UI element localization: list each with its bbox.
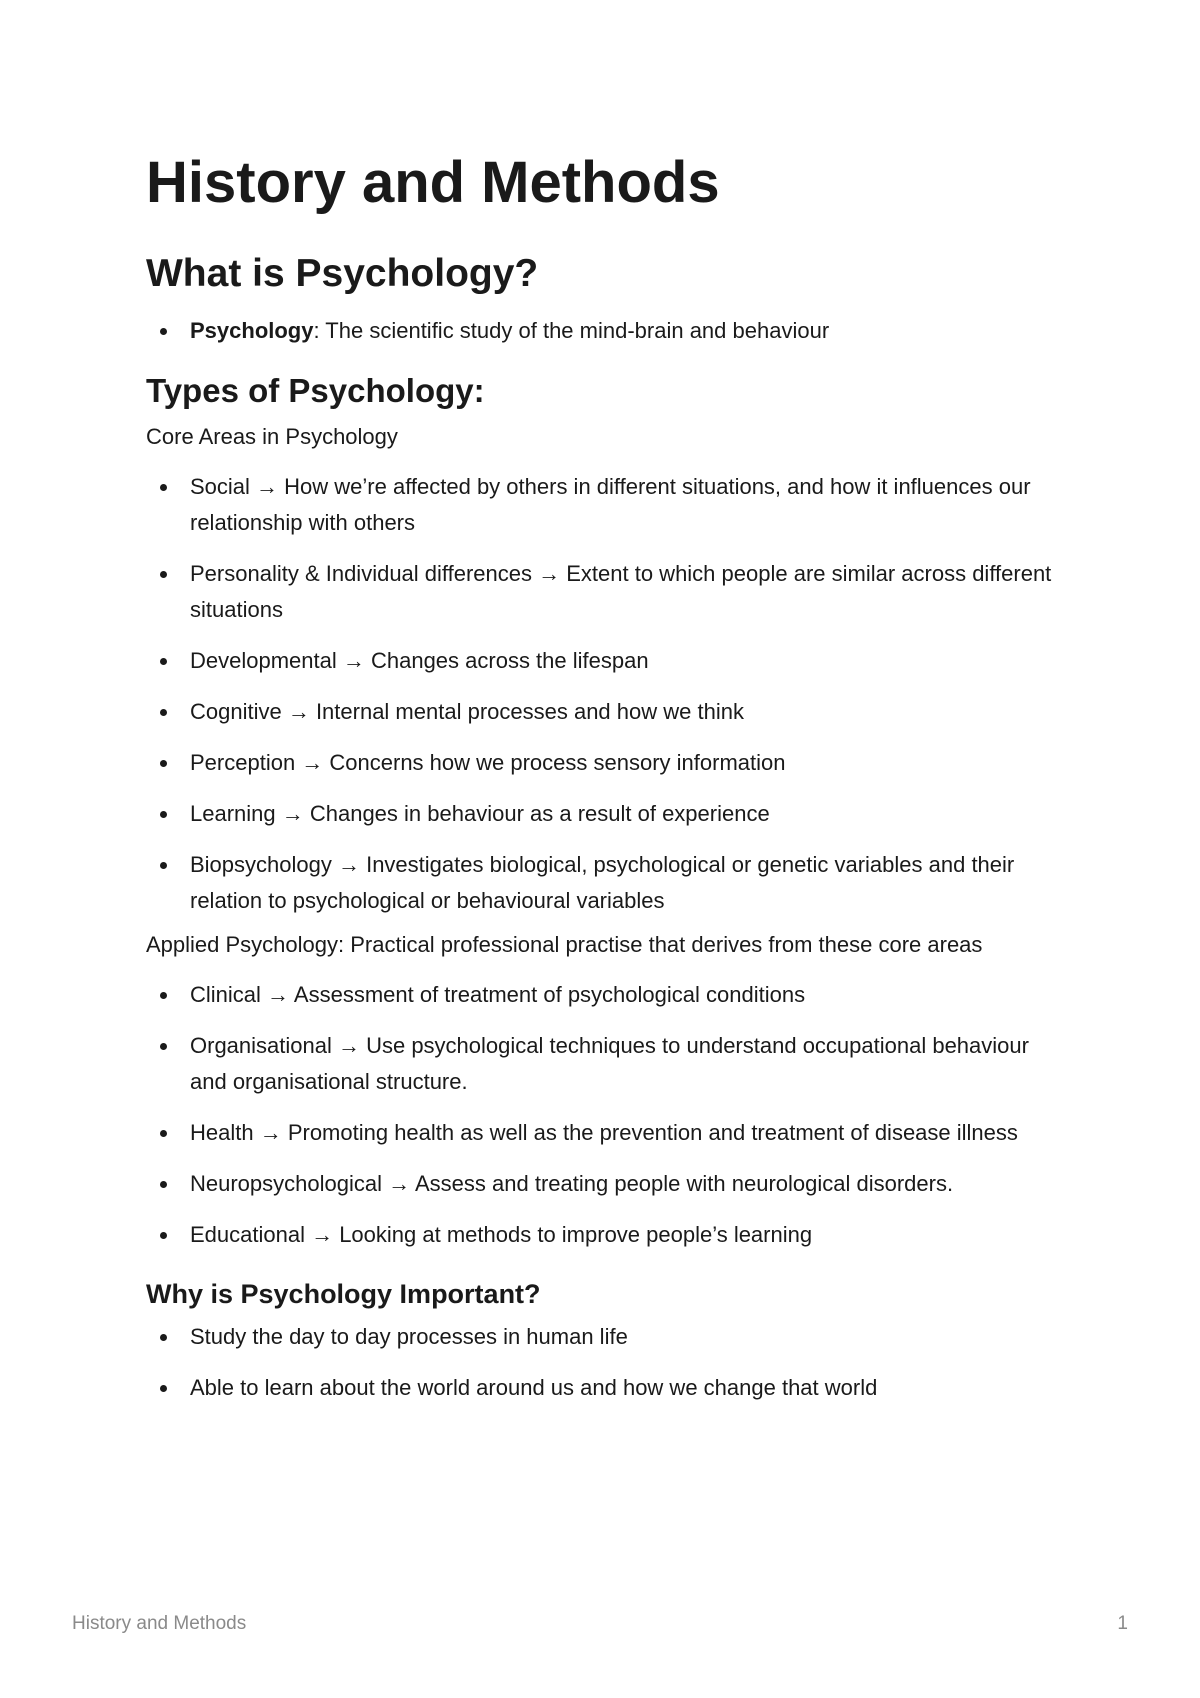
list-item-text: Developmental → Changes across the lifespan [190,648,649,673]
bullet-icon [160,484,167,491]
definition-list [146,313,1066,349]
section-heading-types-of-psychology: Types of Psychology: [146,372,485,409]
term-psychology: Psychology [190,318,314,343]
bullet-icon [160,571,167,578]
applied-psychology-intro: Applied Psychology: Practical professional practise that derives from these core areas [146,932,983,957]
list-item-text: Health → Promoting health as well as the prevention and treatment of disease illness [190,1120,1018,1145]
bullet-icon [160,709,167,716]
list-item [146,1370,1066,1406]
definition-text: : The scientific study of the mind-brain and behaviour [313,318,830,343]
list-item-text: Learning → Changes in behaviour as a result of experience [190,801,770,826]
list-item-text: Personality & Individual differences → Extent to which people are similar across different situations [190,561,1052,622]
core-areas-list [146,469,1066,919]
list-item [146,1115,1066,1151]
list-item-text: Cognitive → Internal mental processes and how we think [190,699,744,724]
list-item-text: Biopsychology → Investigates biological, psychological or genetic variables and their relation to psychological or behavioural variables [190,852,1015,913]
footer-document-title: History and Methods [72,1613,247,1634]
bullet-icon [160,658,167,665]
bullet-icon [160,1130,167,1137]
section-heading-what-is-psychology: What is Psychology? [146,252,539,295]
list-item-text: Organisational → Use psychological techniques to understand occupational behaviour and organisational structure. [190,1033,1029,1094]
list-item-text: Social → How we’re affected by others in different situations, and how it influences our relationship with others [190,474,1031,535]
list-item-text: Study the day to day processes in human life [190,1324,628,1349]
list-item [146,977,1066,1013]
list-item [146,847,1066,919]
list-item-text: Neuropsychological → Assess and treating people with neurological disorders. [190,1171,954,1196]
list-item [146,1319,1066,1355]
bullet-icon [160,328,167,335]
bullet-icon [160,1385,167,1392]
core-areas-intro: Core Areas in Psychology [146,424,398,449]
list-item [146,1217,1066,1253]
list-item [146,694,1066,730]
bullet-icon [160,1181,167,1188]
page-number: 1 [1117,1613,1128,1634]
bullet-icon [160,992,167,999]
list-item [146,469,1066,541]
section-heading-why-important: Why is Psychology Important? [146,1279,541,1309]
importance-list [146,1319,1066,1406]
page-footer [72,1613,1128,1635]
list-item [146,556,1066,628]
list-item-text: Perception → Concerns how we process sensory information [190,750,786,775]
list-item [146,1166,1066,1202]
document-title: History and Methods [146,150,720,215]
applied-areas-list [146,977,1066,1253]
bullet-icon [160,760,167,767]
document-page [146,148,1066,1421]
list-item-text: Educational → Looking at methods to improve people’s learning [190,1222,813,1247]
bullet-icon [160,862,167,869]
list-item-text: Able to learn about the world around us and how we change that world [190,1375,878,1400]
bullet-icon [160,1043,167,1050]
list-item [146,745,1066,781]
list-item [146,643,1066,679]
list-item-text: Clinical → Assessment of treatment of psychological conditions [190,982,806,1007]
bullet-icon [160,1334,167,1341]
list-item [146,796,1066,832]
bullet-icon [160,811,167,818]
list-item [146,1028,1066,1100]
bullet-icon [160,1232,167,1239]
list-item [146,313,1066,349]
